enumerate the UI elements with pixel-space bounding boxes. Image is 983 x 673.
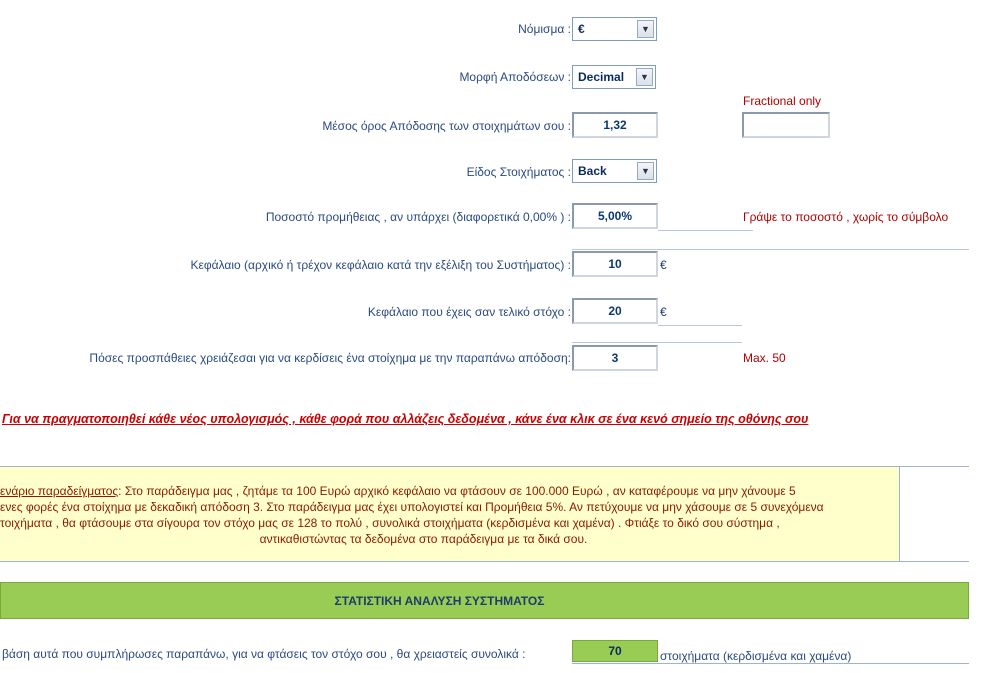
fractional-note: Fractional only xyxy=(743,94,822,108)
attempts-note: Max. 50 xyxy=(743,351,786,365)
capital-label: Κεφάλαιο (αρχικό ή τρέχον κεφάλαιο κατά την εξέλιξη του Συστήματος) : xyxy=(190,258,571,272)
avg-odds-label: Μέσος όρος Απόδοσης των στοιχημάτων σου : xyxy=(322,119,571,133)
example-line1: : Στο παράδειγμα μας , ζητάμε τα 100 Ευρώ αρχικό κεφάλαιο να φτάσουν σε 100.000 Ευρώ , αν καταφέρουμε να μην χάνουμε 5 xyxy=(118,484,796,498)
stats-header-title: ΣΤΑΤΙΣΤΙΚΗ ΑΝΑΛΥΣΗ ΣΥΣΤΗΜΑΤΟΣ xyxy=(334,593,545,608)
chevron-down-icon[interactable]: ▼ xyxy=(636,68,653,86)
recalc-instruction: Για να πραγματοποιηθεί κάθε νέος υπολογισμός , κάθε φορά που αλλάζεις δεδομένα , κάνε ένα κλικ σε ένα κενό σημείο της οθόνης σου xyxy=(2,412,809,426)
attempts-label: Πόσες προσπάθειες χρειάζεσαι για να κερδίσεις ένα στοίχημα με την παραπάνω απόδοση: xyxy=(89,351,571,365)
example-line4: αντικαθιστώντας τα δεδομένα στο παράδειγμα με τα δικά σου. xyxy=(259,532,588,546)
example-line3: τοιχήματα , θα φτάσουμε στα σίγουρα τον στόχο μας σε 128 το πολύ , συνολικά στοιχήματα (κερδισμένα και χαμένα) . Φτιάξε το δικό σου σύστημα , xyxy=(0,516,780,530)
divider xyxy=(0,561,969,562)
target-input[interactable]: 20 xyxy=(572,298,658,324)
currency-label: Νόμισμα : xyxy=(518,22,571,36)
divider xyxy=(658,230,753,231)
example-line2: ενες φορές ένα στοίχημα με δεκαδική απόδοση 3. Στο παράδειγμα μας έχει υπολογιστεί και Προμήθεια 5%. Αν πετύχουμε να μην χάσουμε σε 5 συνεχόμενα xyxy=(0,500,824,514)
odds-format-value: Decimal xyxy=(578,70,625,84)
target-unit: € xyxy=(660,305,667,319)
bet-type-value: Back xyxy=(578,164,607,178)
commission-note: Γράψε το ποσοστό , χωρίς το σύμβολο xyxy=(743,210,949,224)
divider xyxy=(572,663,969,664)
target-label: Κεφάλαιο που έχεις σαν τελικό στόχο : xyxy=(367,305,571,319)
divider xyxy=(658,325,742,326)
example-link[interactable]: ενάριο παραδείγματος xyxy=(0,484,119,498)
capital-input[interactable]: 10 xyxy=(572,251,658,277)
odds-format-select[interactable] xyxy=(572,65,656,89)
currency-select[interactable] xyxy=(572,17,657,41)
odds-format-label: Μορφή Αποδόσεων : xyxy=(459,70,571,84)
commission-label: Ποσοστό προμήθειας , αν υπάρχει (διαφορετικά 0,00% ) : xyxy=(265,210,571,224)
avg-odds-input[interactable]: 1,32 xyxy=(572,112,658,138)
stats-header xyxy=(0,582,969,619)
fractional-odds-input[interactable] xyxy=(742,112,830,138)
attempts-input[interactable]: 3 xyxy=(572,345,658,371)
divider xyxy=(572,342,742,343)
result-value: 70 xyxy=(572,640,658,662)
divider xyxy=(572,249,969,250)
chevron-down-icon[interactable]: ▼ xyxy=(637,162,654,180)
commission-input[interactable]: 5,00% xyxy=(572,203,658,229)
bet-type-label: Είδος Στοιχήματος : xyxy=(466,165,571,179)
bet-type-select[interactable] xyxy=(572,159,657,183)
example-box xyxy=(0,467,900,561)
chevron-down-icon[interactable]: ▼ xyxy=(637,20,654,38)
result-suffix: στοιχήματα (κερδισμένα και χαμένα) xyxy=(660,649,852,663)
currency-value: € xyxy=(578,22,585,36)
capital-unit: € xyxy=(660,258,667,272)
result-label: βάση αυτά που συμπλήρωσες παραπάνω, για να φτάσεις τον στόχο σου , θα χρειαστείς συνολικά : xyxy=(2,647,526,661)
